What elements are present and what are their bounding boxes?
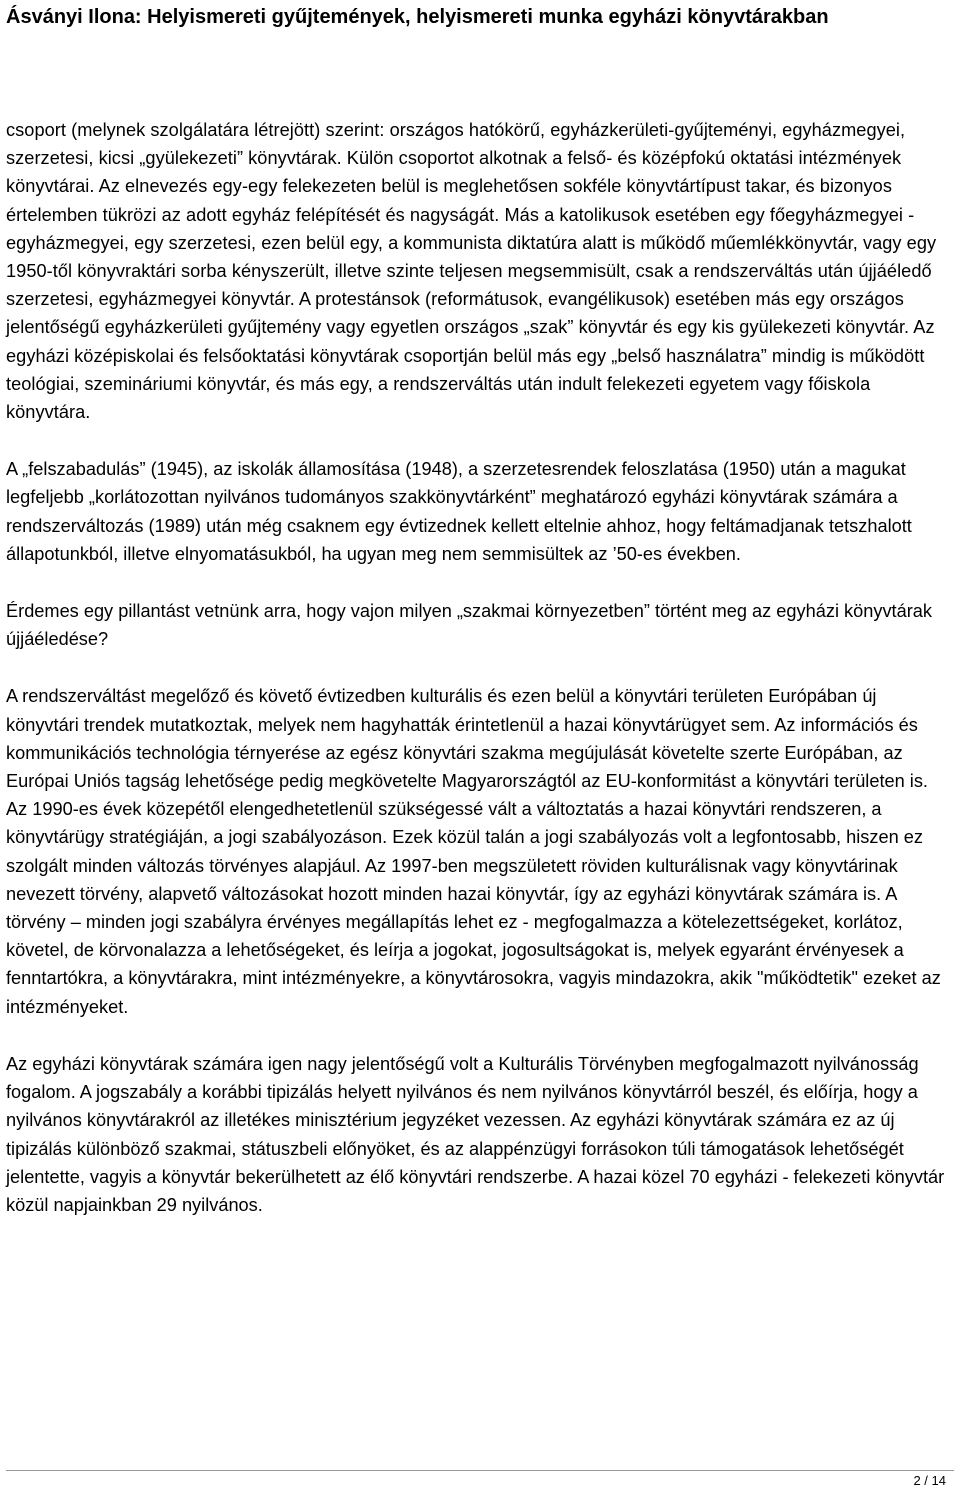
footer-divider bbox=[6, 1470, 954, 1471]
paragraph-professional-environment-question: Érdemes egy pillantást vetnünk arra, hogy vajon milyen „szakmai környezetben” történt meg az egyházi könyvtárak újjáéledése? bbox=[6, 601, 932, 650]
paragraph-publicity-concept: Az egyházi könyvtárak számára igen nagy jelentőségű volt a Kulturális Törvényben megfogalmazott nyilvánosság fogalom. A jogszabály a korábbi tipizálás helyett nyilvános és nem nyilvános könyvtárról beszél, és előírja, hogy a nyilvános könyvtárakról az illetékes minisztérium jegyzéket vezessen. Az egyházi könyvtárak számára ez az új tipizálás különböző szakmai, státuszbeli előnyöket, és az alappénzügyi forrásokon túli támogatások lehetőségét jelentette, vagyis a könyvtár bekerülhetett az élő könyvtári rendszerbe. A hazai közel 70 egyházi - felekezeti könyvtár közül napjainkban 29 nyilvános. bbox=[6, 1053, 945, 1215]
page-number: 2 / 14 bbox=[913, 1473, 946, 1488]
paragraph-library-types: csoport (melynek szolgálatára létrejött) szerint: országos hatókörű, egyházkerületi-gyűjteményi, egyházmegyei, szerzetesi, kicsi „gyülekezeti” könyvtárak. Külön csoportot alkotnak a felső- és középfokú oktatási intézmények könyvtárai. Az elnevezés egy-egy felekezeten belül is meglehetősen sokféle könyvtártípust takar, és bizonyos értelemben tükrözi az adott egyház felépítését és nagyságát. Más a katolikusok esetében egy főegyházmegyei - egyházmegyei, egy szerzetesi, ezen belül egy, a kommunista diktatúra alatt is működő műemlékkönyvtár, vagy egy 1950-től könyvraktári sorba kényszerült, illetve szinte teljesen megsemmisült, csak a rendszerváltás után újjáéledő szerzetesi, egyházmegyei könyvtár. A protestánsok (reformátusok, evangélikusok) esetében más egy országos jelentőségű egyházkerületi gyűjtemény vagy egyetlen országos „szak” könyvtár és egy kis gyülekezeti könyvtár. Az egyházi középiskolai és felsőoktatási könyvtárak csoportján belül más egy „belső használatra” mindig is működött teológiai, szemináriumi könyvtár, és más egy, a rendszerváltás után indult felekezeti egyetem vagy főiskola könyvtára. bbox=[6, 120, 937, 423]
body-text bbox=[6, 116, 950, 1248]
paragraph-liberation-history: A „felszabadulás” (1945), az iskolák államosítása (1948), a szerzetesrendek feloszlatása (1950) után a magukat legfeljebb „korlátozottan nyilvános tudományos szakkönyvtárként” meghatározó egyházi könyvtárak számára a rendszerváltozás (1989) után még csaknem egy évtizednek kellett eltelnie ahhoz, hogy feltámadjanak tetszhalott állapotunkból, illetve elnyomatásukból, ha ugyan meg nem semmisültek az ’50-es években. bbox=[6, 459, 912, 564]
paragraph-regime-change-trends: A rendszerváltást megelőző és követő évtizedben kulturális és ezen belül a könyvtári területen Európában új könyvtári trendek mutatkoztak, melyek nem hagyhatták érintetlenül a hazai könyvtárügyet sem. Az információs és kommunikációs technológia térnyerése az egész könyvtári szakma megújulását követelte szerte Európában, az Európai Uniós tagság lehetősége pedig megkövetelte Magyarországtól az EU-konformitást a könyvtári területen is. Az 1990-es évek közepétől elengedhetetlenül szükségessé vált a változtatás a hazai könyvtári rendszeren, a könyvtárügy stratégiáján, a jogi szabályozáson. Ezek közül talán a jogi szabályozás volt a legfontosabb, hiszen ez szolgált minden változás törvényes alapjául. Az 1997-ben megszületett röviden kulturálisnak vagy könyvtárinak nevezett törvény, alapvető változásokat hozott minden hazai könyvtár, így az egyházi könyvtárak számára is. A törvény – minden jogi szabályra érvényes megállapítás lehet ez - megfogalmazza a kötelezettségeket, korlátoz, követel, de körvonalazza a lehetőségeket, és leírja a jogokat, jogosultságokat is, melyek egyaránt érvényesek a fenntartókra, a könyvtárakra, mint intézményekre, a könyvtárosokra, vagyis mindazokra, akik "működtetik" ezeket az intézményeket. bbox=[6, 686, 941, 1017]
running-header: Ásványi Ilona: Helyismereti gyűjtemények, helyismereti munka egyházi könyvtárakban bbox=[6, 6, 829, 28]
